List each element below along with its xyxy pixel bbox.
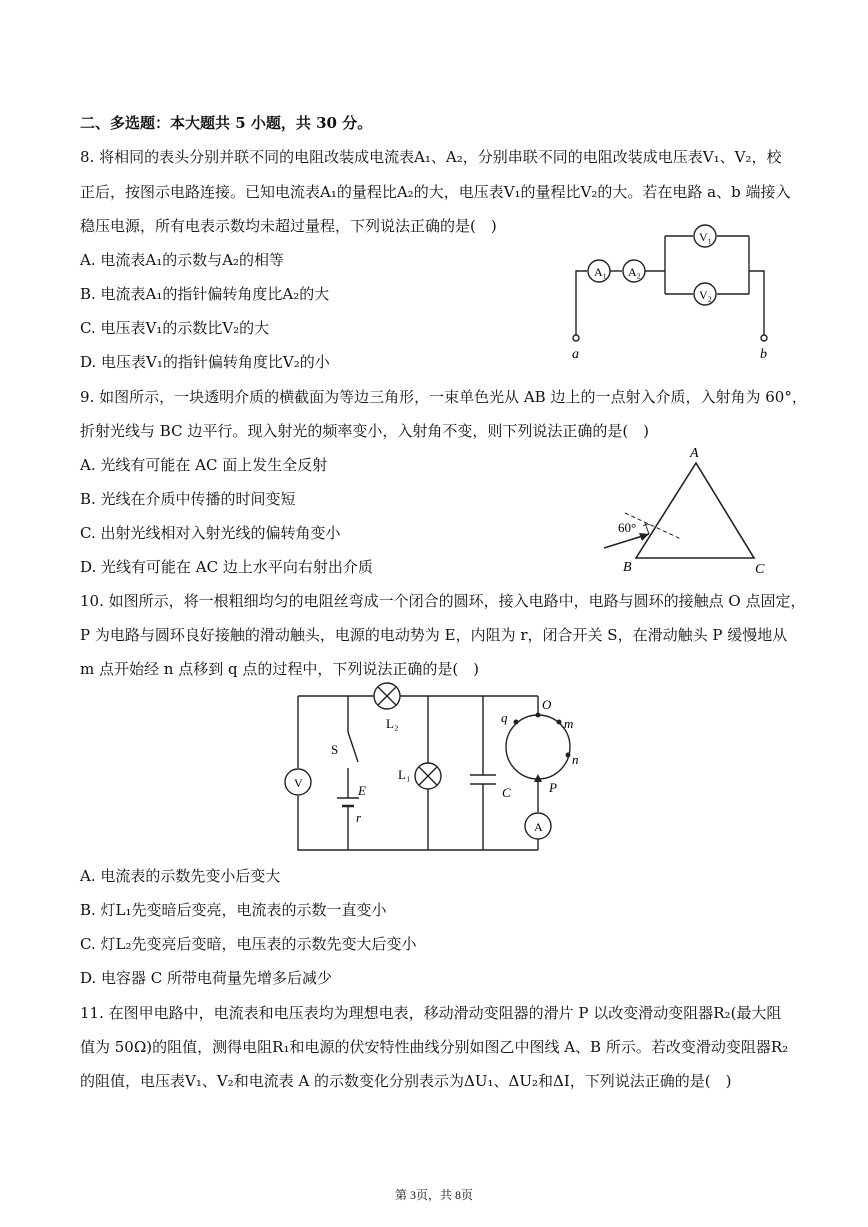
q9-prism-diagram — [595, 443, 780, 578]
q10-stem-line3: m 点开始经 n 点移到 q 点的过程中，下列说法正确的是( ) — [80, 660, 480, 678]
q10-option-b: B. 灯L₁先变暗后变亮，电流表的示数一直变小 — [80, 901, 387, 919]
q10-circuit-diagram — [280, 682, 590, 857]
q10-option-a: A. 电流表的示数先变小后变大 — [80, 867, 281, 885]
vertex-c-label: C — [755, 562, 765, 577]
q10-stem-line1: 10. 如图所示，将一根粗细均匀的电阻丝弯成一个闭合的圆环，接入电路中，电路与圆环的接触点 O 点固定， — [80, 592, 806, 610]
point-o-label: O — [542, 697, 552, 712]
q8-option-a: A. 电流表A₁的示数与A₂的相等 — [80, 251, 285, 269]
vertex-b-label: B — [623, 560, 632, 575]
emf-label: E — [358, 783, 366, 798]
point-p-label: P — [549, 780, 557, 795]
q8-option-c: C. 电压表V₁的示数比V₂的大 — [80, 319, 270, 337]
q8-option-b: B. 电流表A₁的指针偏转角度比A₂的大 — [80, 285, 330, 303]
q8-stem-line2: 正后，按图示电路连接。已知电流表A₁的量程比A₂的大，电压表V₁的量程比V₂的大。若在电路 a、b 端接入 — [80, 183, 791, 201]
point-m-label: m — [564, 716, 574, 731]
terminal-b-label: b — [760, 347, 767, 362]
terminal-a-label: a — [572, 347, 579, 362]
internal-resistance-label: r — [356, 810, 362, 825]
a1-label: A₁ — [594, 265, 607, 279]
v1-label: V₁ — [699, 230, 712, 244]
q9-option-d: D. 光线有可能在 AC 边上水平向右射出介质 — [80, 558, 373, 576]
point-n-label: n — [572, 752, 579, 767]
lamp-l1-label: L₁ — [398, 767, 411, 782]
q11-stem-line3: 的阻值，电压表V₁、V₂和电流表 A 的示数变化分别表示为ΔU₁、ΔU₂和ΔI，下列说法正确的是( ) — [80, 1072, 732, 1090]
triangle-prism — [636, 463, 754, 558]
q9-option-a: A. 光线有可能在 AC 面上发生全反射 — [80, 456, 328, 474]
q11-stem-line2: 值为 50Ω)的阻值，测得电阻R₁和电源的伏安特性曲线分别如图乙中图线 A、B 所示。若改变滑动变阻器R₂ — [80, 1038, 789, 1056]
angle-label: 60° — [618, 520, 637, 535]
section-heading: 二、多选题：本大题共 5 小题，共 30 分。 — [80, 114, 373, 132]
vertex-a-label: A — [690, 446, 699, 461]
q9-stem-line2: 折射光线与 BC 边平行。现入射光的频率变小，入射角不变，则下列说法正确的是( ) — [80, 422, 650, 440]
q8-circuit-diagram — [565, 222, 780, 367]
ammeter-label: A — [534, 820, 543, 834]
a2-label: A₂ — [628, 265, 641, 279]
voltmeter-label: V — [294, 776, 303, 790]
q9-option-b: B. 光线在介质中传播的时间变短 — [80, 490, 296, 508]
q11-stem-line1: 11. 在图甲电路中，电流表和电压表均为理想电表，移动滑动变阻器的滑片 P 以改变滑动变阻器R₂(最大阻 — [80, 1004, 782, 1022]
resistance-ring — [506, 715, 570, 779]
switch-label: S — [331, 742, 339, 757]
q8-option-d: D. 电压表V₁的指针偏转角度比V₂的小 — [80, 353, 330, 371]
lamp-l2-label: L₂ — [386, 716, 399, 731]
q10-option-c: C. 灯L₂先变亮后变暗，电压表的示数先变大后变小 — [80, 935, 417, 953]
point-q-label: q — [501, 710, 508, 725]
q8-stem-line3: 稳压电源，所有电表示数均未超过量程，下列说法正确的是( ) — [80, 217, 497, 235]
q9-option-c: C. 出射光线相对入射光线的偏转角变小 — [80, 524, 341, 542]
v2-label: V₂ — [699, 288, 712, 302]
capacitor-label: C — [502, 785, 511, 800]
q9-stem-line1: 9. 如图所示，一块透明介质的横截面为等边三角形，一束单色光从 AB 边上的一点射入介质，入射角为 60°， — [80, 388, 807, 406]
q10-option-d: D. 电容器 C 所带电荷量先增多后减少 — [80, 969, 333, 987]
page-footer: 第 3页，共 8页 — [394, 1188, 473, 1202]
q10-stem-line2: P 为电路与圆环良好接触的滑动触头，电源的电动势为 E，内阻为 r，闭合开关 S，在滑动触头 P 缓慢地从 — [80, 626, 788, 644]
q8-stem-line1: 8. 将相同的表头分别并联不同的电阻改装成电流表A₁、A₂，分别串联不同的电阻改装成电压表V₁、V₂，校 — [80, 148, 782, 166]
